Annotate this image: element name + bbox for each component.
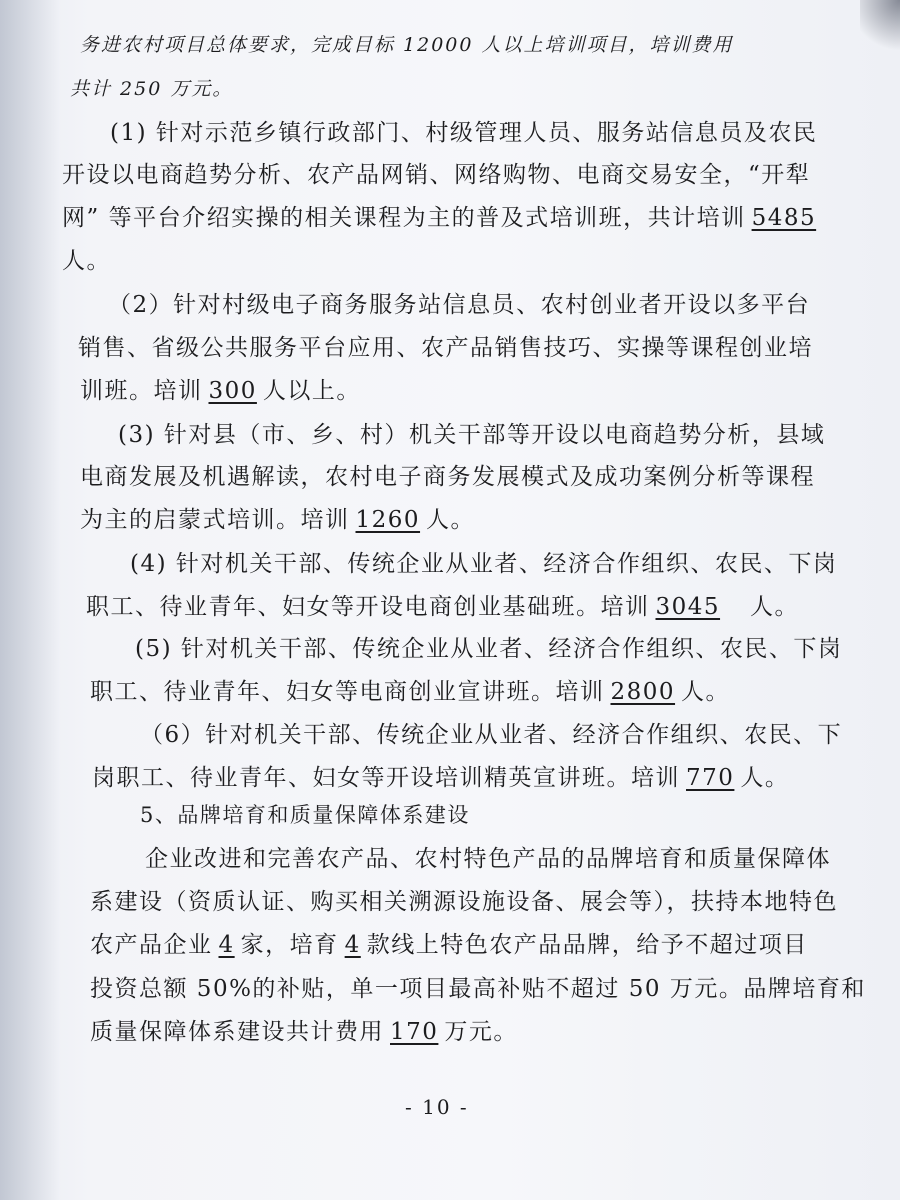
text-span: 人。: [426, 507, 476, 533]
underlined-number: 4: [344, 932, 361, 958]
underlined-number: 2800: [610, 679, 676, 705]
text-line: 企业改进和完善农产品、农村特色产品的品牌培育和质量保障体: [145, 846, 831, 872]
text-line: [80, 376, 361, 406]
text-line: (5) 针对机关干部、传统企业从业者、经济合作组织、农民、下岗: [135, 636, 843, 662]
text-span: 质量保障体系建设共计费用: [90, 1019, 384, 1045]
text-span: 人。: [750, 594, 800, 620]
text-line: 开设以电商趋势分析、农产品网销、网络购物、电商交易安全，“开犁: [62, 162, 811, 188]
page-shadow-corner: [860, 0, 900, 60]
text-span: 岗职工、待业青年、妇女等开设培训精英宣讲班。培训: [92, 765, 680, 791]
underlined-number: 170: [390, 1019, 439, 1045]
underlined-number: 770: [686, 765, 735, 791]
underlined-number: 4: [218, 932, 235, 958]
text-line: 务进农村项目总体要求，完成目标 12000 人以上培训项目，培训费用: [80, 34, 734, 56]
text-span: 网” 等平台介绍实操的相关课程为主的普及式培训班，共计培训: [62, 205, 746, 231]
text-line: [90, 930, 808, 960]
text-line: [90, 1017, 518, 1047]
underlined-number: 3045: [655, 594, 721, 620]
underlined-number: 5485: [751, 205, 817, 231]
text-line: 销售、省级公共服务平台应用、农产品销售技巧、实操等课程创业培: [78, 335, 813, 361]
text-span: 职工、待业青年、妇女等电商创业宣讲班。培训: [90, 679, 605, 705]
text-span: 人以上。: [262, 378, 361, 404]
text-line: 电商发展及机遇解读，农村电子商务发展模式及成功案例分析等课程: [80, 464, 815, 490]
text-line: (4) 针对机关干部、传统企业从业者、经济合作组织、农民、下岗: [130, 551, 838, 577]
text-span: 人。: [681, 679, 731, 705]
page-shadow-left: [0, 0, 60, 1200]
text-line: (1) 针对示范乡镇行政部门、村级管理人员、服务站信息员及农民: [110, 120, 818, 146]
text-line: （2）针对村级电子商务服务站信息员、农村创业者开设以多平台: [108, 292, 811, 318]
text-line: [80, 505, 475, 535]
text-line: 人。: [62, 248, 111, 274]
underlined-number: 300: [208, 378, 257, 404]
text-span: 农产品企业: [90, 932, 213, 958]
text-line: [86, 592, 799, 622]
text-span: 款线上特色农产品品牌，给予不超过项目: [366, 932, 808, 958]
text-line: 系建设（资质认证、购买相关溯源设施设备、展会等），扶持本地特色: [90, 889, 838, 915]
text-line: [62, 203, 822, 233]
text-span: 职工、待业青年、妇女等开设电商创业基础班。培训: [86, 594, 650, 620]
section-heading: 5、品牌培育和质量保障体系建设: [140, 803, 470, 827]
text-span: 家，培育: [240, 932, 339, 958]
underlined-number: 1260: [355, 507, 421, 533]
text-line: 投资总额 50%的补贴，单一项目最高补贴不超过 50 万元。品牌培育和: [90, 976, 866, 1002]
text-span: 训班。培训: [80, 378, 203, 404]
text-line: [92, 763, 789, 793]
text-line: [90, 677, 730, 707]
text-span: 万元。: [444, 1019, 518, 1045]
page-number: - 10 -: [405, 1095, 469, 1119]
text-line: （6）针对机关干部、传统企业从业者、经济合作组织、农民、下: [140, 722, 843, 748]
text-span: 为主的启蒙式培训。培训: [80, 507, 350, 533]
text-line: (3) 针对县（市、乡、村）机关干部等开设以电商趋势分析，县域: [118, 422, 826, 448]
text-span: 人。: [740, 765, 790, 791]
text-line: 共计 250 万元。: [70, 78, 234, 100]
